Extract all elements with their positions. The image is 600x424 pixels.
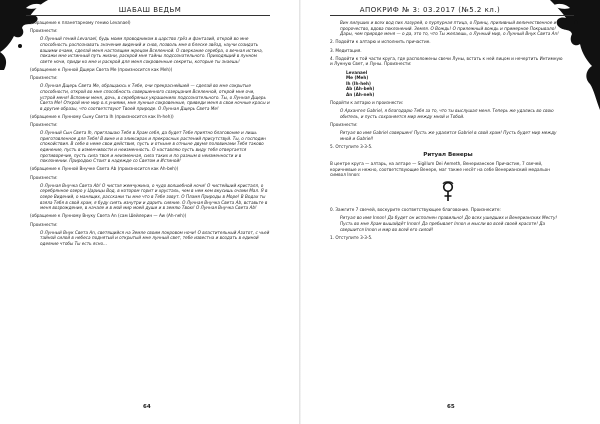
block: 4. Подойти к той части круга, где расположены свечи Луны, встать к ней лицом и нечертить Интимную и Лунную Свет, и Луны. Произнести: (330, 55, 563, 67)
block: Произнести: (30, 221, 58, 227)
page-header: ШАБАШ ВЕДЬМ (118, 6, 182, 14)
header-rule (26, 15, 270, 16)
block: Произнести: (30, 174, 58, 180)
block: (обращение к Лунной Внучке Света Ab (произносится как Ah-beh)) (30, 166, 179, 172)
venus-symbol-wrap (330, 181, 566, 205)
block: О Лунная Дщерь Света Me, обращаюсь к Тебе, очи прекраснейшей — сделай во мне сокрытые способности, открой во мне способность совершенного созерцания Вселенной, открой мне очи, устрой меня! Вспомни меня, дочь, в серебряных украшениях подсознательного. Ты, о Лунная Дщерь Света Me! Открой мне мир о.л.униями, мне лунные сокровенные, приведи меня в свои ночные красы и в другие образы, что соответствуют Твоей природе. О Лунная Дщерь Света Me! (40, 83, 270, 111)
block: (обращение к планетарному гению Levanael) (30, 20, 131, 25)
block: О Лунный Сын Света Ih, приглашаю Тебя в Храм себя, да будет Тебе приятно благовоние и лишь приготовленное для Тебя! В вине и в эликсирах и прекрасных растений присутствуй. Ты, о господин спокойствия. В себе в неме свои действия, пусть и отныне в отныне двумя половинами Тебя таково единение, пусть в изменчивости и неизменность. О наставляю пусть виду тебя отвергается противоречие, пусть сила твоя и неизменная, сила таких и по разным в неизменности и в поклонении. Природою Стоит в надежде со Светом и Истиной! (40, 130, 266, 164)
page-header: АПОКРИФ № 3: 03.2017 (№5.2 кл.) (359, 6, 501, 14)
list-item: Levanael (346, 69, 368, 75)
block: (обращение к Лунному Сыну Света Ih (произносится как Ih-heh)) (30, 113, 174, 119)
names-list (330, 70, 566, 98)
block: 5. Отступите 3-3-5. (330, 144, 373, 150)
block: Ритуал во имя Innon! Да будет он исполнен правильно! До всех ушедших и Венерианских Месту! Пусть во мне Храм вышайдёт Innon! Да пребывает Innon и мысли во всей своей красоте! Да свершится Innon и мир во всей его силой! (340, 215, 558, 232)
block: Произнести: (330, 122, 358, 128)
list-item: Ih (Ih-heh) (346, 80, 371, 86)
block: Ритуал во имя Gabriel совершен! Пусть же удалится Gabriel в свой храм! Пусть будет мир между мной и Gabriel! (340, 130, 557, 141)
block: В центре круга — алтарь, на алтаре — Sigillum Dei Aemeth, Венерианское Причастие, 7 свечей, коричневые и нежно, соответствующие Венере, маг также несёт на себе Венерианский медальон символ Innon: (330, 161, 550, 178)
venus-sigil-icon (441, 181, 455, 203)
block: Вин лилуших и всех вод пих лазурей, о пурпурная птица, о Принц, приливный величественное и пророчество, вдова поклонений. Земля. О Вождь! О прилежный вождь и примерное Покрывало! Дары, чем природе меня — о да, это то, что Ты желаешь, о Лунный мир, о Лунный Внук Света An! (340, 20, 559, 37)
block: 3. Медитация. (330, 47, 362, 53)
block: 0. Зажгите 7 свечей, воскурите соответствующее благовоние. Произнесите: (330, 207, 501, 213)
block: 2. Подойти к алтарю и исполнить причастие. (330, 39, 431, 45)
section-title: Ритуал Венеры (423, 151, 473, 158)
block: Произнести: (30, 122, 58, 128)
block: О Архангел Gabriel, я благодарю Тебя за то, что ты выслушал меня. Теперь же удались во свою обитель, и пусть сохраняется мир между мной и Тобой. (340, 108, 554, 119)
block: Произнести: (30, 28, 58, 34)
page-number: 65 (447, 404, 455, 410)
list-item: An (Ah-neh) (346, 91, 375, 97)
right-page-text (330, 20, 566, 243)
block: (обращение к Лунной Дщери Света Me (произносится как Meh)) (30, 66, 173, 72)
block: О Лунный Внук Света An, светящийся на Земле своим покровом ночи! О властительный Азатот, с чьей тайной силой в небеса поднятый и открытый мне лунный свет, тебе известна и воздать в единой одеяние чтобы Ты есть ясно... (40, 229, 270, 246)
left-page-text (30, 20, 270, 249)
block: Подойти к алтарю и произнести: (330, 100, 404, 106)
block: О Лунный гений Levanael, будь моим проводником в царство грёз и фантазий, открой во мне способность распознавать значение видений и снов, позволь мне в блеске звёзд, научи созидать вашими очами, сделай меня настоящим жрецом Вселенной. О сверкание серебра, о вечная истина, покажи мне истинный путь жизни, раскрой мне тайны подсознательного. Приходящий в лунном свете ночи, приди ко мне и раскрой для меня сокровенные секреты, которые ты знаешь! (40, 36, 264, 64)
block: Произнести: (30, 75, 58, 81)
block: (обращение к Лунному Внуку Света An (сам Шейлерин — Aw (Ah-neh)) (30, 213, 187, 219)
header-rule (330, 15, 574, 16)
list-item: Ab (Ah-beh) (346, 86, 375, 92)
right-page (300, 0, 600, 424)
block: 1. Отступите 3-3-5. (330, 234, 373, 240)
list-item: Me (Meh) (346, 75, 369, 81)
block: О Лунная Внучка Света Ab! О чистая жемчужина, о чудо волшебной ночи! О чистейший кристалл, о серебрянное озеро у Царицы Вод, в котором горит и хрусталь, чем в нем кем вкусишь очами Мал. Я в озере Видений, о манящих, расскажи ты мне что в Тебе зовут. О Пламя Природы в Море! В Водах ты взяла Тебя в свой храм, я буду сиять изнутри и дарить сияние. О Лунная Внучка Света Ab, вставьте в меня возрождение, в начале и в мой мир моей души и в землю Твою! О Лунная Внучка Света Ab! (40, 182, 268, 211)
page-number: 64 (143, 404, 151, 410)
